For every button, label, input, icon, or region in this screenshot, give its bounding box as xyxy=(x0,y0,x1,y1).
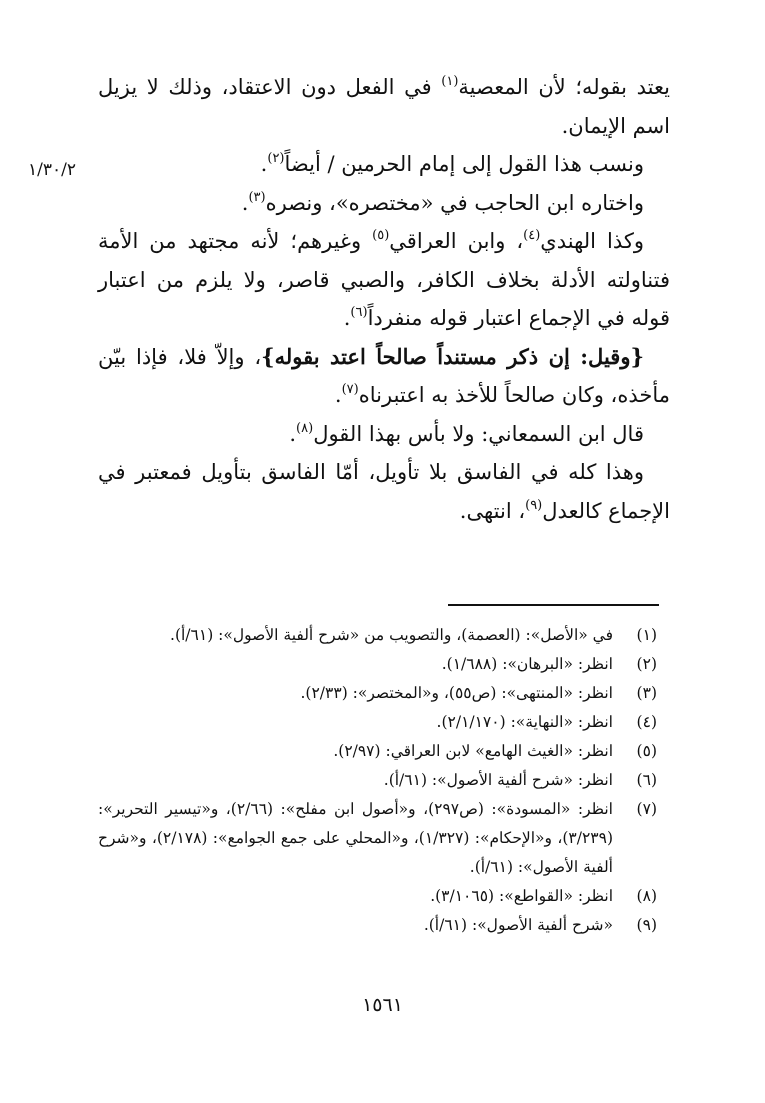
footnote-text: انظر: «شرح ألفية الأصول»: (٦١/أ). xyxy=(383,771,613,789)
page-number: ١٥٦١ xyxy=(362,994,403,1016)
paragraph xyxy=(98,338,670,415)
footnote-text: انظر: «القواطع»: (٣/١٠٦٥). xyxy=(430,887,613,905)
footnote-number: (٣) xyxy=(636,684,657,702)
footnote-text: انظر: «المنتهى»: (ص٥٥)، و«المختصر»: (٢/٣٣). xyxy=(300,684,613,702)
margin-manuscript-reference: ١/٣٠/٢ xyxy=(28,160,76,180)
footnote-text: انظر: «النهاية»: (٢/١/١٧٠). xyxy=(436,713,613,731)
footnote xyxy=(98,766,657,795)
footnote-marker: (٢) xyxy=(267,151,285,166)
text-run: ونسب هذا القول إلى إمام الحرمين / أيضاً xyxy=(284,152,644,176)
text-run: ، انتهى. xyxy=(459,498,526,523)
footnote xyxy=(98,679,657,708)
footnote-number: (٤) xyxy=(636,713,657,731)
text-run: . xyxy=(343,306,351,330)
paragraph xyxy=(98,68,670,145)
footnote xyxy=(98,708,657,737)
text-run: قال ابن السمعاني: ولا بأس بهذا القول xyxy=(313,421,644,446)
footnote-number: (١) xyxy=(636,626,657,644)
footnote xyxy=(98,911,657,940)
text-run: في الفعل دون الاعتقاد، وذلك لا يزيل اسم الإيمان. xyxy=(98,75,670,138)
footnote-number: (٨) xyxy=(636,887,657,905)
footnote xyxy=(98,882,657,911)
footnote xyxy=(98,737,657,766)
paragraph xyxy=(98,184,670,223)
text-run: وغيرهم؛ لأنه مجتهد من الأمة فتناولته الأدلة بخلاف الكافر، والصبي قاصر، ولا يلزم من اعتبار قوله في الإجماع اعتبار قوله منفرداً xyxy=(98,229,670,330)
text-run: ، وإلاّ فلا، فإذا بيّن مأخذه، وكان صالحاً للأخذ به اعتبرناه xyxy=(98,344,670,407)
paragraph xyxy=(98,453,670,530)
footnote-separator xyxy=(448,604,659,606)
text-run: ، وابن العراقي xyxy=(389,229,524,253)
text-run: واختاره ابن الحاجب في «مختصره»، ونصره xyxy=(265,190,644,215)
footnote-marker: (٨) xyxy=(296,420,314,436)
text-run: . xyxy=(334,383,342,407)
footnote-text: انظر: «الغيث الهامع» لابن العراقي: (٢/٩٧). xyxy=(333,742,613,760)
main-text xyxy=(98,68,670,530)
paragraph xyxy=(98,222,670,338)
text-run: . xyxy=(289,421,297,446)
paragraph xyxy=(98,145,670,184)
text-run: يعتد بقوله؛ لأن المعصية xyxy=(458,75,670,99)
footnote xyxy=(98,795,657,882)
footnote-number: (٢) xyxy=(636,655,657,673)
footnote-text: «شرح ألفية الأصول»: (٦١/أ). xyxy=(423,916,613,934)
footnote-text: انظر: «المسودة»: (ص٢٩٧)، و«أصول ابن مفلح»: (٢/٦٦)، و«تيسير التحرير»: (٣/٢٣٩)، و«الإحكام»: (١/٣٢٧)، و«المحلي على جمع الجوامع»: (٢/١٧٨)، و«شرح ألفية الأصول»: (٦١/أ). xyxy=(98,800,613,876)
footnote-number: (٧) xyxy=(636,800,657,818)
text-run: . xyxy=(241,190,249,215)
footnote-marker: (٤) xyxy=(523,228,541,243)
footnote-number: (٦) xyxy=(636,771,657,789)
footnote xyxy=(98,621,657,650)
footnote-marker: (٥) xyxy=(372,228,390,243)
footnotes xyxy=(98,621,657,940)
footnote-marker: (٣) xyxy=(248,189,266,205)
footnote-marker: (٧) xyxy=(341,382,359,397)
text-run: . xyxy=(260,152,268,176)
footnote-number: (٥) xyxy=(636,742,657,760)
text-run: وهذا كله في الفاسق بلا تأويل، أمّا الفاسق بتأويل فمعتبر في الإجماع كالعدل xyxy=(98,460,670,523)
bold-text-run: {وقيل: إن ذكر مستنداً صالحاً اعتد بقوله} xyxy=(261,343,644,369)
paragraph xyxy=(98,415,670,454)
text-run: وكذا الهندي xyxy=(540,229,644,253)
footnote-text: في «الأصل»: (العصمة)، والتصويب من «شرح ألفية الأصول»: (٦١/أ). xyxy=(170,626,613,644)
footnote-marker: (٦) xyxy=(350,305,368,320)
footnote xyxy=(98,650,657,679)
footnote-number: (٩) xyxy=(636,916,657,934)
footnote-marker: (١) xyxy=(441,74,459,89)
footnote-text: انظر: «البرهان»: (١/٦٨٨). xyxy=(441,655,613,673)
footnote-marker: (٩) xyxy=(525,497,543,513)
